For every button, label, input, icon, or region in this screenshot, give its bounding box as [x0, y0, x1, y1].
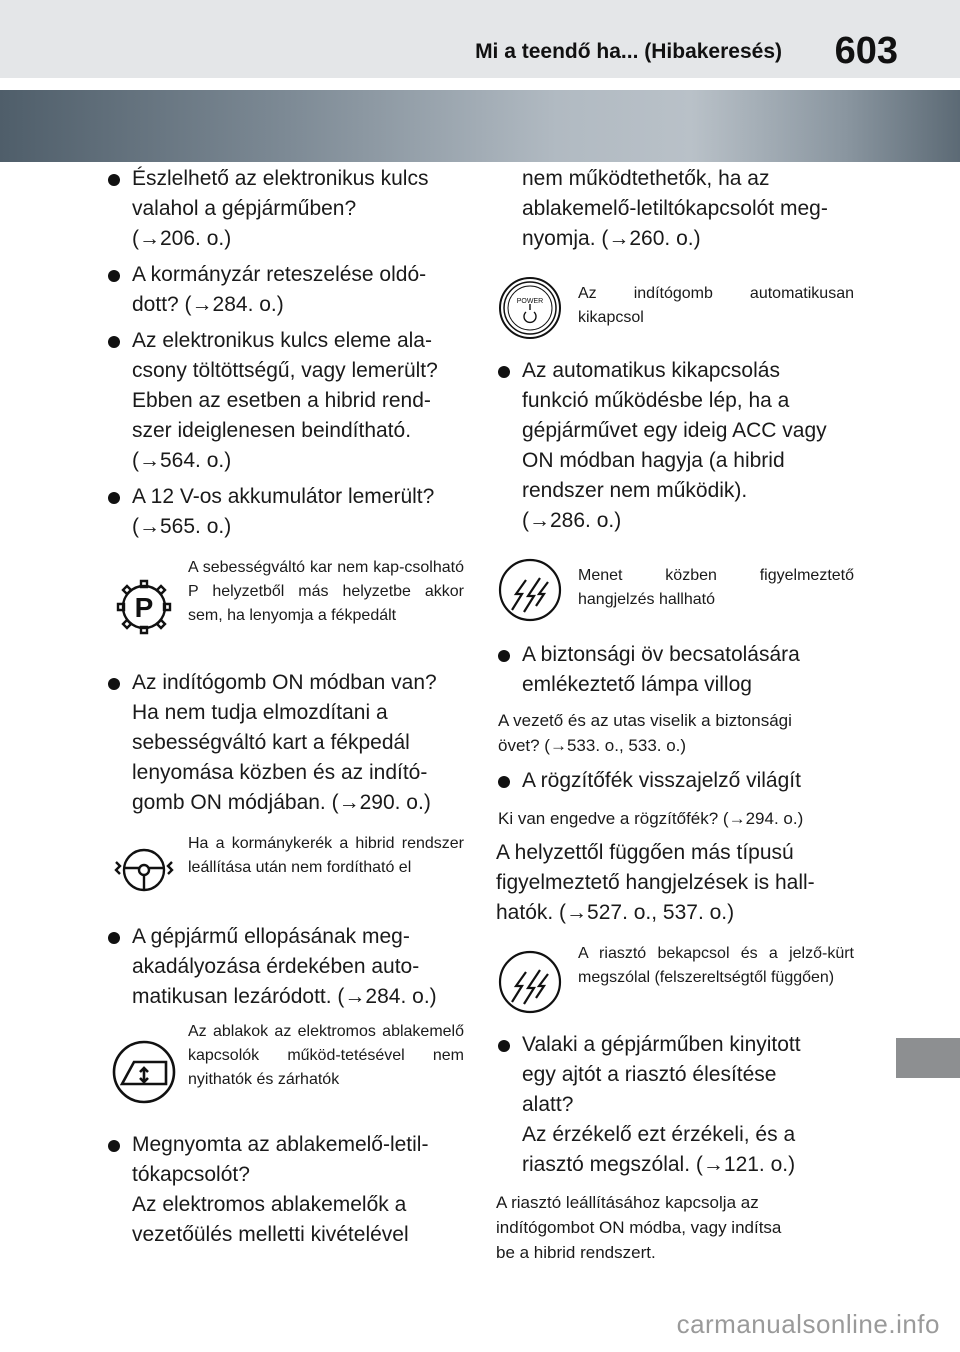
- watermark: carmanualsonline.info: [676, 1309, 940, 1339]
- bullet-dot-icon: [498, 366, 510, 378]
- bullet-item: A kormányzár reteszelése oldó- dott? (→284. o.): [132, 260, 426, 320]
- bullet-item: Az elektronikus kulcs eleme ala- csony töltöttségű, vagy lemerült? Ebben az esetben a hibrid rend- szer ideiglenesen beindítható. (→564. o.): [132, 326, 438, 476]
- chapter-tab: [896, 1038, 960, 1078]
- bullet-item: Az indítógomb ON módban van? Ha nem tudja elmozdítani a sebességváltó kart a fékpedál lenyomása közben és az indító- gomb ON módjában. (→290. o.): [132, 668, 437, 818]
- decorative-banner: [0, 90, 960, 162]
- bullet-dot-icon: [108, 336, 120, 348]
- bullet-dot-icon: [108, 174, 120, 186]
- icon-note: A sebességváltó kar nem kap-csolható P helyzetből más helyzetbe akkor sem, ha lenyomja a fékpedált: [188, 559, 464, 624]
- bullet-dot-icon: [108, 932, 120, 944]
- seatbelt-note: A vezető és az utas viselik a biztonsági övet? (→533. o., 533. o.): [498, 711, 792, 755]
- svg-text:P: P: [134, 592, 154, 623]
- parking-brake-note: Ki van engedve a rögzítőfék? (→294. o.): [498, 809, 804, 828]
- bullet-dot-icon: [108, 270, 120, 282]
- alarm-horn-icon: [498, 950, 562, 1014]
- warning-buzzer-icon: [498, 558, 562, 622]
- power-button-icon: [498, 276, 562, 340]
- bullet-dot-icon: [498, 650, 510, 662]
- icon-note: Az ablakok az elektromos ablakemelő kapcsolók működ-tetésével nem nyithatók és zárhatók: [188, 1023, 464, 1088]
- page-number: 603: [834, 30, 898, 72]
- continued-text: nem működtethetők, ha az ablakemelő-letiltókapcsolót meg- nyomja. (→260. o.): [522, 167, 828, 250]
- header-band: [0, 0, 960, 78]
- bullet-item: A biztonsági öv becsatolására emlékeztető lámpa villog: [522, 640, 800, 700]
- bullet-dot-icon: [498, 776, 510, 788]
- power-window-icon: [112, 1040, 176, 1104]
- bullet-item: Az automatikus kikapcsolás funkció működésbe lép, ha a gépjárművet egy ideig ACC vagy ON módban hagyja (a hibrid rendszer nem működik). (→286. o.): [522, 356, 827, 536]
- final-note: A riasztó leállításához kapcsolja az indítógombot ON módba, vagy indítsa be a hibrid rendszert.: [496, 1193, 782, 1262]
- bullet-item: A gépjármű ellopásának meg- akadályozása érdekében auto- matikusan lezáródott. (→284. o.): [132, 922, 437, 1012]
- bullet-item: Észlelhető az elektronikus kulcs valahol a gépjárműben? (→206. o.): [132, 164, 428, 254]
- bullet-item: A rögzítőfék visszajelző világít: [522, 766, 801, 796]
- section-title: Mi a teendő ha... (Hibakeresés): [475, 40, 782, 63]
- bullet-dot-icon: [108, 1140, 120, 1152]
- power-label: POWER: [516, 298, 544, 305]
- bullet-item: Valaki a gépjárműben kinyitott egy ajtót a riasztó élesítése alatt? Az érzékelő ezt érzékeli, és a riasztó megszólal. (→121. o.): [522, 1030, 801, 1180]
- steering-lock-icon: [112, 838, 176, 902]
- bullet-item: Megnyomta az ablakemelő-letil- tókapcsolót? Az elektromos ablakemelők a vezetőülés melletti kivételével: [132, 1130, 428, 1250]
- bullet-dot-icon: [108, 492, 120, 504]
- warning-paragraph: A helyzettől függően más típusú figyelmeztető hangjelzések is hall- hatók. (→527. o., 537. o.): [496, 841, 815, 924]
- icon-note: Menet közben figyelmeztető hangjelzés hallható: [578, 567, 854, 608]
- bullet-dot-icon: [498, 1040, 510, 1052]
- icon-note: Ha a kormánykerék a hibrid rendszer leállítása után nem fordítható el: [188, 835, 464, 876]
- icon-note: Az indítógomb automatikusan kikapcsol: [578, 285, 854, 326]
- bullet-item: A 12 V-os akkumulátor lemerült? (→565. o.): [132, 482, 434, 542]
- icon-note: A riasztó bekapcsol és a jelző-kürt megszólal (felszereltségtől függően): [578, 945, 854, 986]
- shift-lock-p-icon: [112, 575, 176, 639]
- bullet-dot-icon: [108, 678, 120, 690]
